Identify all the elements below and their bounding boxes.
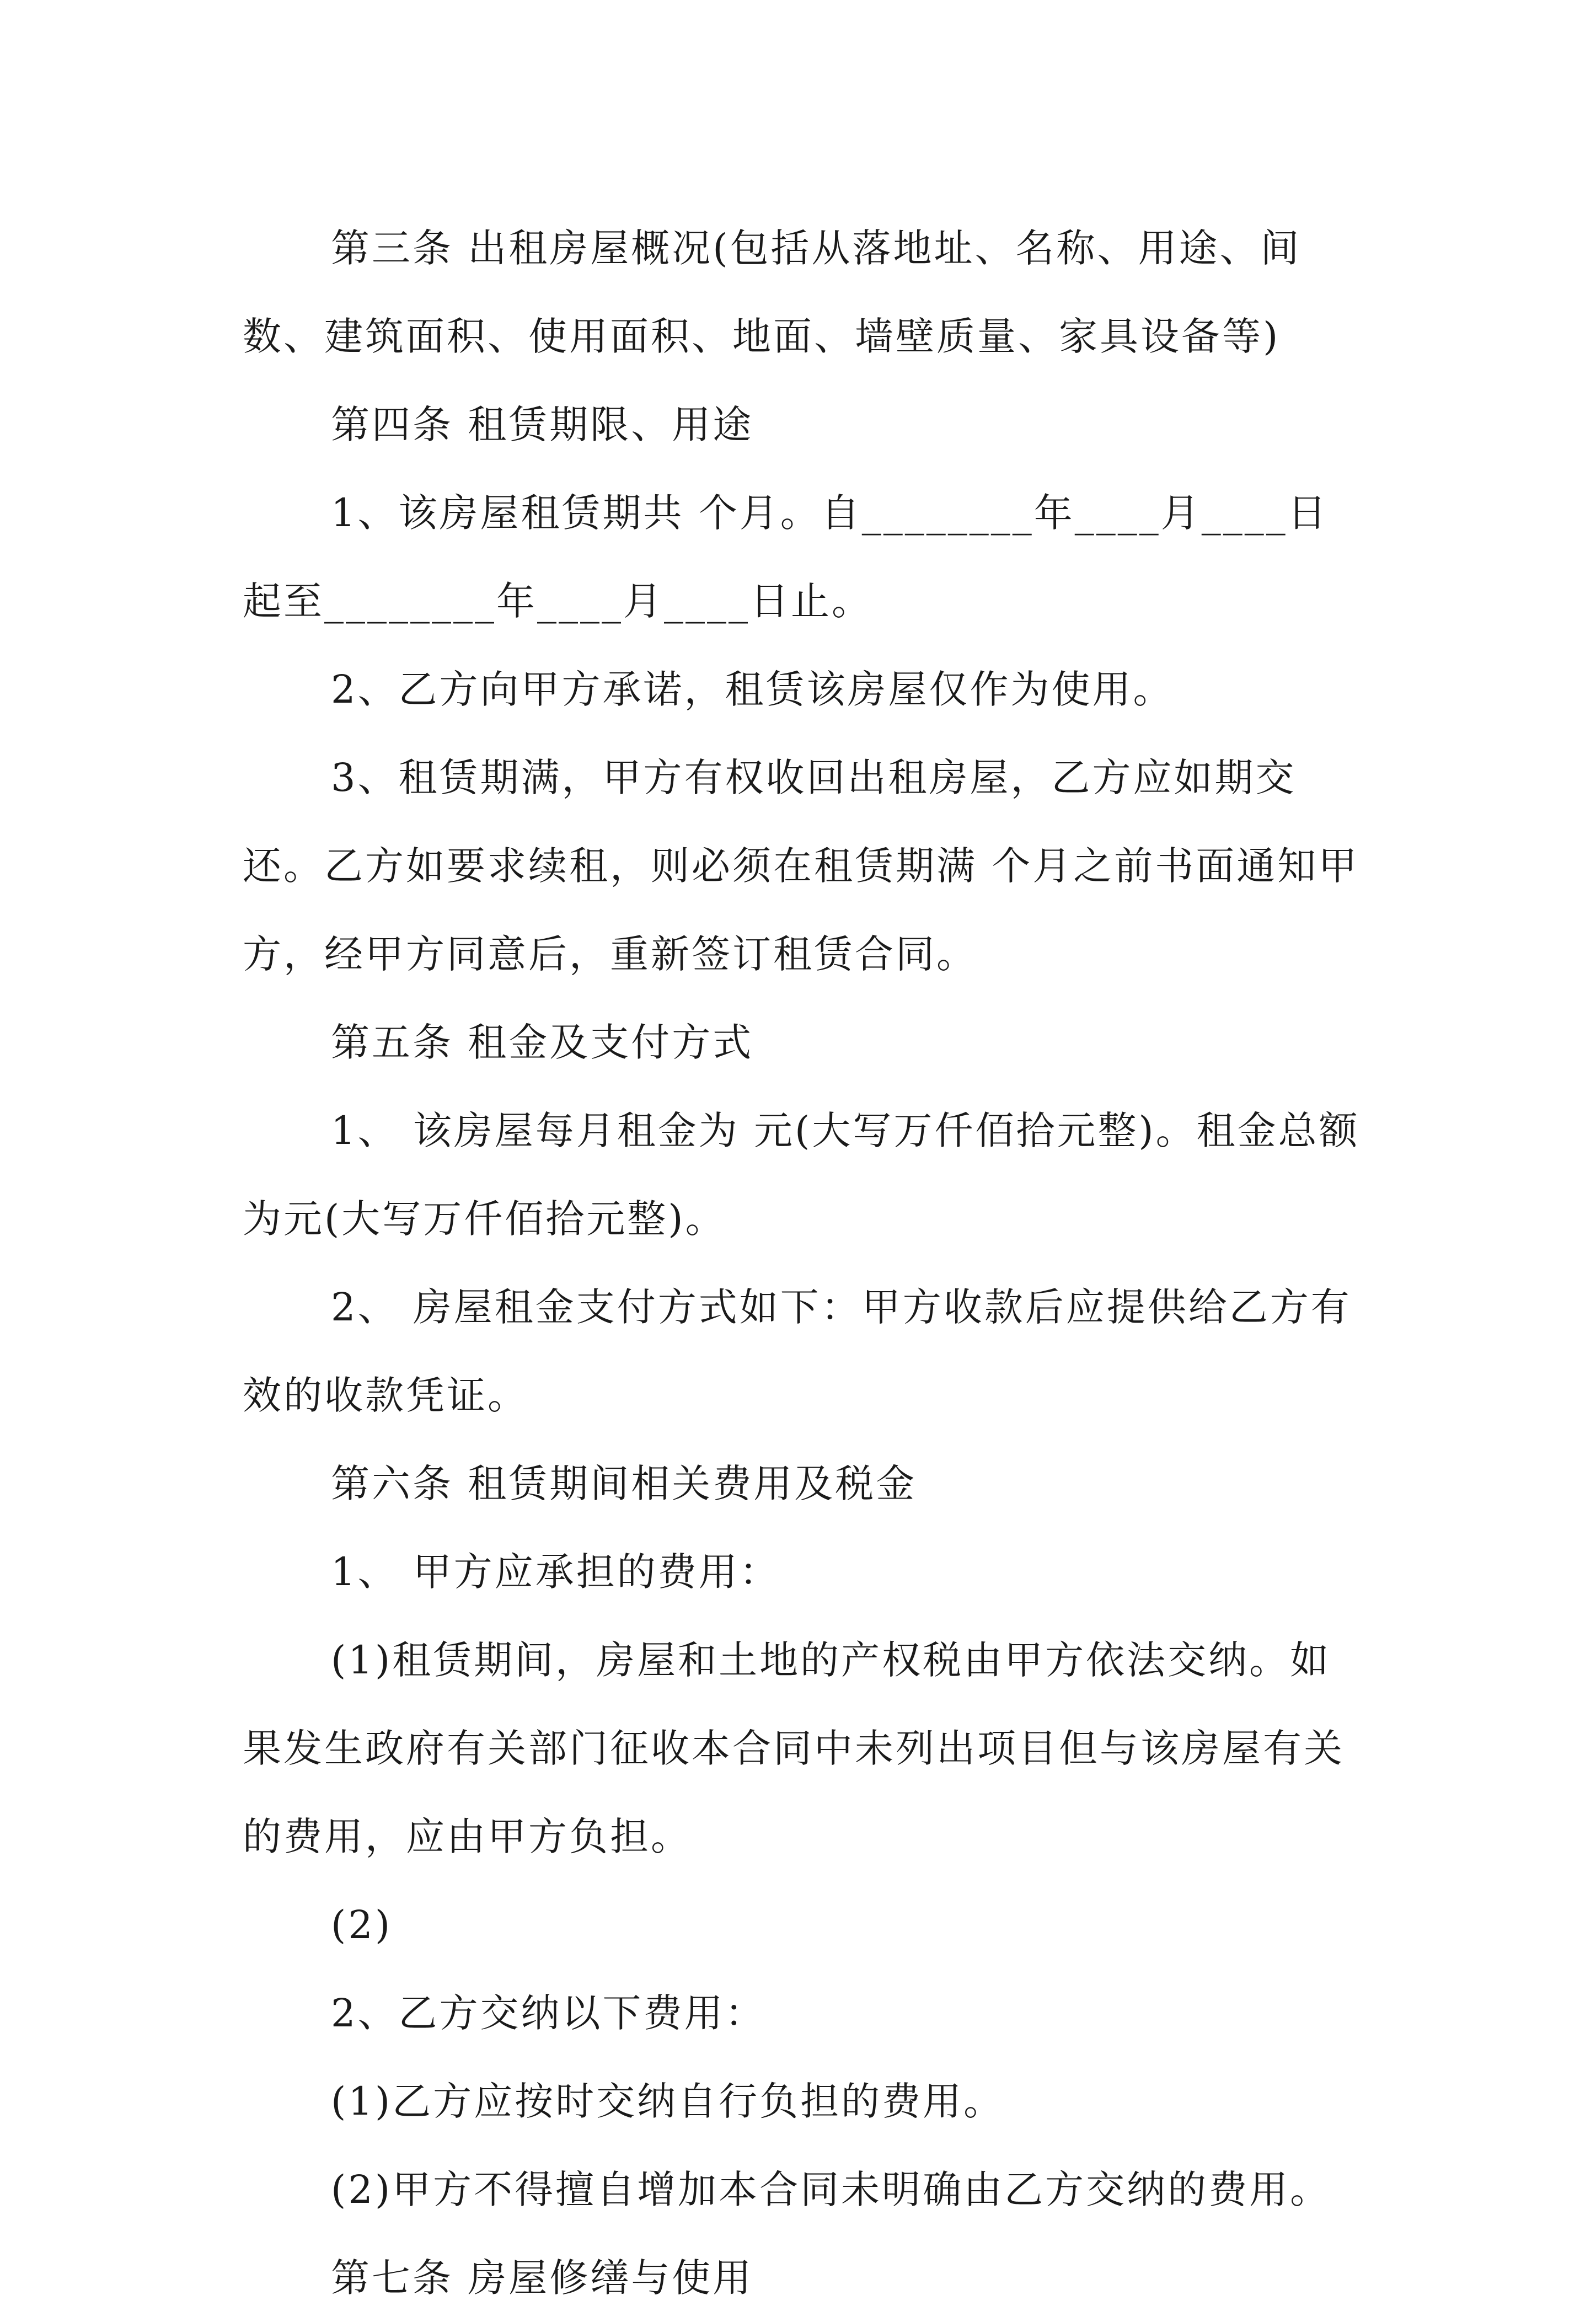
article-6-heading: 第六条 租赁期间相关费用及税金 (331, 1461, 917, 1506)
article-6-item-2-sub-2: (2)甲方不得擅自增加本合同未明确由乙方交纳的费用。 (331, 2167, 1331, 2212)
article-6-item-1-sub-2: (2) (331, 1902, 393, 1948)
article-4-item-1: 1、该房屋租赁期共 个月。自________年____月____日起至________年____月____日止。 (243, 490, 1329, 624)
article-6-item-1-sub-1: (1)租赁期间，房屋和土地的产权税由甲方依法交纳。如果发生政府有关部门征收本合同中未列出项目但与该房屋有关的费用，应由甲方负担。 (243, 1638, 1345, 1859)
article-4-heading: 第四条 租赁期限、用途 (331, 402, 754, 447)
article-5-item-2: 2、 房屋租金支付方式如下：甲方收款后应提供给乙方有效的收款凭证。 (243, 1285, 1352, 1418)
article-5-heading: 第五条 租金及支付方式 (331, 1020, 754, 1065)
article-4-item-3: 3、租赁期满，甲方有权收回出租房屋，乙方应如期交还。乙方如要求续租，则必须在租赁期满 个月之前书面通知甲方，经甲方同意后，重新签订租赁合同。 (243, 755, 1359, 977)
article-6-item-1: 1、 甲方应承担的费用： (331, 1549, 780, 1595)
article-7-heading: 第七条 房屋修缮与使用 (331, 2255, 754, 2300)
article-3-paragraph: 第三条 出租房屋概况(包括从落地址、名称、用途、间数、建筑面积、使用面积、地面、墙壁质量、家具设备等) (243, 226, 1302, 359)
article-5-item-1: 1、 该房屋每月租金为 元(大写万仟佰拾元整)。租金总额为元(大写万仟佰拾元整)。 (243, 1108, 1360, 1242)
article-4-item-2: 2、乙方向甲方承诺，租赁该房屋仅作为使用。 (331, 667, 1174, 712)
article-6-item-2: 2、乙方交纳以下费用： (331, 1991, 766, 2036)
contract-body (243, 204, 1368, 2322)
article-6-item-2-sub-1: (1)乙方应按时交纳自行负担的费用。 (331, 2079, 1005, 2124)
